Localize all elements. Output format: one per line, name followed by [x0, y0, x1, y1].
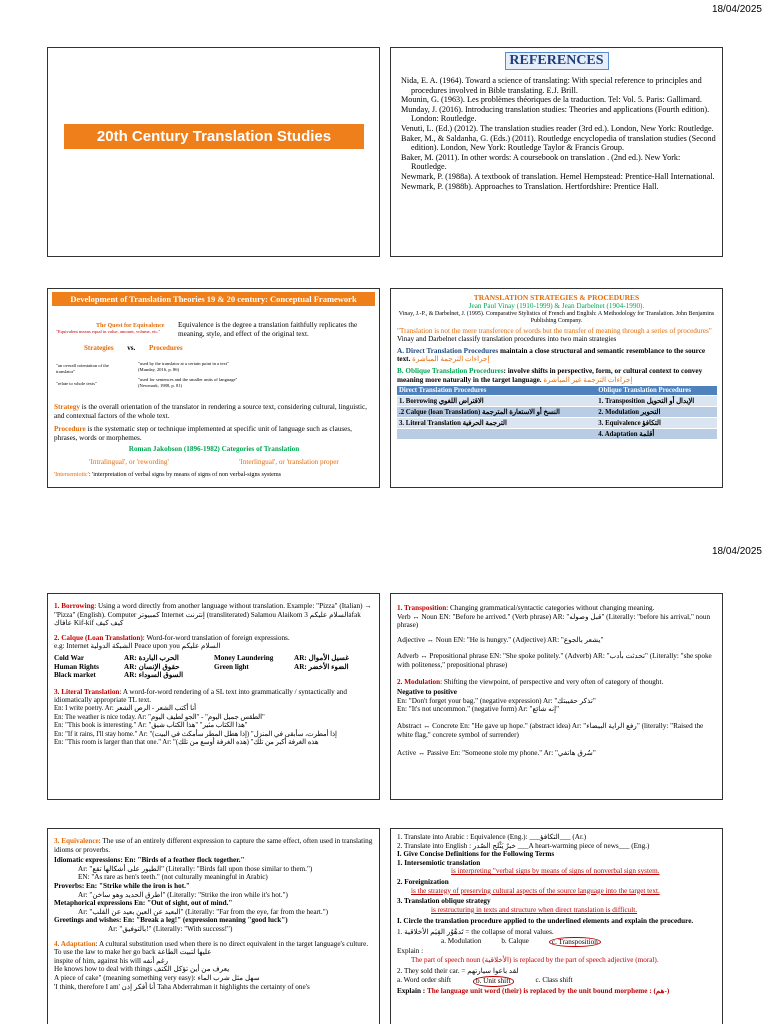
equivalence-text: : The use of an entirely different expression to capture the same effect, often used in translating idioms or proverbs. [54, 837, 373, 854]
table-cell [397, 429, 596, 440]
literal-label: 3. Literal Translation [54, 687, 120, 696]
borrowing-text: : Using a word directly from another language without translation. Example: "Pizza" (Italian) → "Pizza" (English). Computer كمبيوتر Internet إنترنت (transliterated) Salamou Alaikom السلام عليكم 3afak عافاك Kif-kif كيف كيف [54, 602, 372, 628]
reference-item: Newmark, P. (1988b). Approaches to Translation. Hertfordshire: Prentice Hall. [401, 181, 659, 191]
citation: Vinay, J.-P., & Darbelnet, J. (1995). Comparative Stylistics of French and English: A Methodology for Translation. John Benjamins Publishing Company. [398, 310, 715, 324]
equivalence-definition: Equivalence is the degree a translation faithfully replicates the meaning, style, and effect of the original text. [178, 321, 358, 338]
table-cell: 1. Borrowing الاقتراض اللغوي [397, 396, 596, 407]
definition-term: 3. Translation oblique strategy [397, 897, 491, 906]
direct-procedures-arabic: إجراءات الترجمة المباشرة [412, 355, 490, 364]
transposition-text: : Changing grammatical/syntactic categories without changing meaning. [446, 604, 655, 612]
definition-term: 2. Foreignization [397, 877, 449, 886]
slide-title [47, 47, 380, 257]
table-row [397, 407, 717, 418]
table-header-oblique: Oblique Translation Procedures [596, 386, 717, 396]
option-transposition-selected[interactable]: c. Transposition [549, 937, 601, 948]
transposition-example: Adverb ↔ Prepositional phrase EN: "She spoke politely." (Adverb) AR: "تحدثت بأدب" (Literally: "she spoke with politeness," prepositional phrase) [397, 652, 712, 669]
procedure-term: Procedure [54, 425, 86, 434]
intralingual-label: 'Intralingual', or 'rewording' [89, 457, 169, 466]
strategies-heading: TRANSLATION STRATEGIES & PROCEDURES [473, 293, 640, 302]
authors-line: Jean Paul Vinay (1910-1999) & Jean Darbelnet (1904-1990). [468, 302, 645, 310]
table-cell: 1. Transposition الإبدال أو التحويل [596, 396, 717, 407]
slide-exercise [390, 828, 723, 1024]
modulation-example: Active ↔ Passive En: "Someone stole my phone." Ar: "سُرق هاتفي" [397, 749, 596, 758]
slide-equivalence-adaptation [47, 828, 380, 1024]
literal-example: En: "If it rains, I'll stay home." Ar: "إذا أمطرت، سأبقى في المنزل" (إذا هطل المطر سأمكث في البيت) [54, 730, 337, 738]
procedure-definition: is the systematic step or technique implemented at specific unit of language such as clauses, phrases, words or morphemes. [54, 425, 352, 442]
calque-term: Money Laundering [214, 653, 274, 662]
table-cell: .2 Calque (loan Translation) النسخ أو الاستعارة المترجمة [397, 407, 596, 418]
table-cell: 4. Adaptation أقلمة [596, 429, 717, 440]
calque-term: Cold War [54, 653, 85, 662]
calque-term: Green light [214, 662, 249, 671]
procedures-label: Procedures [149, 344, 183, 352]
option-calque[interactable]: b. Calque [501, 936, 529, 945]
option-word-order-shift[interactable]: a. Word order shift [397, 975, 451, 984]
adaptation-example: To use the law to make her go back عليها لتبيت الطاعة [54, 948, 212, 957]
definition-answer: is restructuring in texts and structure when direct translation is difficult. [431, 905, 638, 914]
exercise-item: 1. تَدهْوُر القِيَم الأخلاقية = the collapse of moral values. [397, 927, 554, 936]
table-row [397, 396, 717, 407]
literal-example: En: "This book is interesting." Ar: "هذا الكتاب مثير" "هذا الكتاب شيق" [54, 722, 248, 730]
literal-example: En: "This room is larger than that one." Ar: "هذه الغرفة أكبر من تلك" (هذه الغرفة أوسع من تلك) [54, 739, 319, 747]
intersemiotic-term: 'Intersemiotic' [54, 470, 89, 478]
modulation-text: : Shifting the viewpoint, of perspective and very often of category of thought. [440, 677, 664, 686]
reference-item: Mounin, G. (1963). Les problèmes théoriques de la traduction. Tel: Vol. 5. Paris: Gallimard. [401, 95, 702, 105]
framework-heading: Development of Translation Theories 19 & 20 century: Conceptual Framework [52, 292, 375, 306]
slide-oblique-procedures [390, 593, 723, 800]
calque-arabic: AR: حقوق الإنسان [124, 662, 180, 671]
explain-answer: The language unit word (their) is replaced by the unit bound morpheme : (هم-) [426, 986, 670, 995]
oblique-procedures-label: B. Oblique Translation Procedures [397, 366, 504, 375]
reference-item: Munday, J. (2016). Introducing translation studies: Theories and applications (Fourth edition). London: Routledge. [401, 104, 710, 124]
exercise-question: 2. Translate into English : خبرٌ يَثْلج الصّدر ___A heart-warming piece of news___ (Eng.) [397, 841, 650, 850]
calque-arabic: AR: الحرب الباردة [124, 653, 179, 662]
oblique-procedures-arabic: إجراءات الترجمة غير المباشرة [543, 375, 633, 384]
references-heading: REFERENCES [505, 52, 609, 70]
table-cell: 2. Modulation التحوير [596, 407, 717, 418]
procedure-note-2: "used for sentences and the smaller units of language" (Newmark, 1988, p. 81) [138, 377, 238, 388]
date-middle: 18/04/2025 [711, 546, 762, 557]
table-row [397, 418, 717, 429]
calque-term: Human Rights [54, 662, 99, 671]
reference-item: Baker, M. (2011). In other words: A coursebook on translation . (2nd ed.). New York: Routledge. [401, 152, 681, 172]
slide-references [390, 47, 723, 257]
option-modulation[interactable]: a. Modulation [441, 936, 482, 945]
reference-item: Newmark, P. (1988a). A textbook of translation. Hemel Hempstead: Prentice-Hall International. [401, 171, 715, 181]
adaptation-example: He knows how to deal with things يعرف من أين تؤكل الكتف [54, 965, 230, 974]
table-header-direct: Direct Translation Procedures [397, 386, 596, 396]
strategy-term: Strategy [54, 403, 80, 411]
jakobson-heading: Roman Jakobson (1896-1982) Categories of Translation [128, 445, 300, 454]
equivalence-example: Ar: "الطيور على أشكالها تقع" (Literally: "Birds fall upon those similar to them.") [78, 864, 313, 873]
adaptation-example: inspite of him, against his will رغم أنفه [54, 956, 169, 965]
equivalence-example: Proverbs: En: "Strike while the iron is hot." [54, 881, 190, 890]
option-unit-shift-selected[interactable]: b. Unit shift [473, 976, 514, 987]
oblique-procedures-text: : involve shifts in perspective, form, or cultural context to convey meaning more naturally in the target language. [397, 366, 703, 384]
direct-procedures-label: A. Direct Translation Procedures [397, 346, 499, 355]
procedures-table [397, 386, 717, 439]
equivalence-example: Metaphorical expressions En: "Out of sight, out of mind." [54, 899, 233, 908]
negative-positive-label: Negative to positive [397, 688, 457, 697]
literal-example: En: I write poetry. Ar: أنا أكتب الشعر - الرص الشعر [54, 704, 196, 712]
explain-answer: The part of speech noun (الأخلاقية) is replaced by the part of speech adjective (moral). [411, 955, 659, 964]
interlingual-label: 'Interlingual', or 'translation proper [239, 457, 339, 466]
vs-label: vs. [127, 344, 136, 352]
exercise-item: 2. They sold their car. = لقد باعوا سيارتهم [397, 967, 519, 976]
equivalence-example: Greetings and wishes: En: "Break a leg!" (expression meaning "good luck") [54, 916, 288, 925]
calque-pair-row [54, 663, 373, 672]
strategy-note: "an overall orientation of the translator" [56, 363, 109, 374]
strategies-label: Strategies [84, 344, 114, 352]
transposition-label: 1. Transposition [397, 604, 447, 612]
calque-pair-row [54, 671, 373, 680]
definition-answer: is the strategy of preserving cultural aspects of the source language into the target text. [411, 886, 660, 895]
modulation-label: 2. Modulation [397, 677, 441, 686]
modulation-example: En: "Don't forget your bag." (negative expression) Ar: "تذكر حقيبتك" [397, 696, 596, 705]
procedure-note: "used by the translator at a certain point in a text" (Munday, 2016, p. 86) [138, 361, 230, 372]
calque-text: : Word-for-word translation of foreign expressions. [142, 633, 290, 642]
table-cell: 3. Literal Translation الترجمة الحرفية [397, 418, 596, 429]
quote-continuation: Vinay and Darbelnet classify translation procedures into two main strategies [397, 335, 617, 344]
adaptation-example: A piece of cake" (meaning something very easy): سهل مثل شرب الماء [54, 973, 260, 982]
equivalence-example: Ar: "بالتوفيق!" (Literally: "With success!") [108, 924, 233, 933]
transposition-example: Verb ↔ Noun EN: "Before he arrived." (Verb phrase) AR: "قبل وصوله" (Literally: "before his arrival," noun phrase) [397, 612, 711, 630]
option-class-shift[interactable]: c. Class shift [535, 975, 573, 984]
slide-conceptual-framework [47, 288, 380, 488]
direct-procedures-text: maintain a close structural and semantic resemblance to the source text. [397, 346, 706, 364]
slide-title-text: 20th Century Translation Studies [64, 124, 364, 149]
exercise-question: 1. Translate into Arabic : Equivalence (Eng.): ___التكافؤ___ (Ar.) [397, 833, 587, 841]
definition-term: 1. Intersemiotic translation [397, 858, 481, 867]
calque-arabic: AR: الضوء الأخضر [294, 662, 349, 671]
modulation-example: En: "It's not uncommon." (negative form) Ar: "إنه شائع" [397, 705, 560, 714]
strategy-note-2: "relate to whole texts" [56, 381, 97, 386]
explain-label: Explain : [397, 947, 424, 956]
exercise-section-heading: I. Give Concise Definitions for the Following Terms [397, 850, 555, 859]
strategy-definition: is the overall orientation of the translator in rendering a source text, considering cultural, linguistic, and contextual factors of the whole text. [54, 403, 367, 420]
equivalence-example: Ar: "البعيد عن العين بعيد عن القلب" (Literally: "Far from the eye, far from the heart.") [78, 907, 329, 916]
reference-item: Baker, M., & Saldanha, G. (Eds.) (2011). Routledge encyclopedia of translation studies (Second edition). London, New York: Routledge Taylor & Francis Group. [401, 133, 716, 153]
calque-example: e.g: Internet الشبكة الدولية Peace upon you السلام عليكم [54, 642, 221, 651]
calque-term: Black market [54, 671, 96, 680]
transposition-example: Adjective ↔ Noun EN: "He is hungry." (Adjective) AR: "يشعر بالجوع" [397, 635, 604, 644]
literal-text: : A word-for-word rendering of a SL text into grammatically / syntactically and idiomatically appropriate TL text. [54, 687, 347, 705]
equivalence-example: Idiomatic expressions: En: "Birds of a feather flock together." [54, 856, 245, 865]
quest-subtitle: "Equivalent means equal in value, amount, volume, etc." [56, 329, 161, 334]
slide-direct-procedures [47, 593, 380, 800]
table-cell: 3. Equivalence التكافؤ [596, 418, 717, 429]
intersemiotic-definition: : 'interpretation of verbal signs by means of signs of non verbal-signs systems [88, 470, 282, 478]
date-top: 18/04/2025 [711, 4, 762, 15]
explain-label: Explain : [397, 986, 426, 995]
calque-arabic: AR: السوق السوداء [124, 671, 184, 680]
reference-item: Nida, E. A. (1964). Toward a science of translating: With special reference to principles and procedures involved in Bible translating. E.J. Brill. [401, 76, 702, 95]
calque-arabic: AR: غسيل الأموال [294, 653, 350, 662]
quest-label: The Quest for Equivalence [96, 323, 165, 329]
adaptation-example: 'I think, therefore I am' أنا أفكر إذن Taha Abderrahman it highlights the certainty of one's [54, 982, 310, 991]
table-row [397, 429, 717, 440]
reference-item: Venuti, L. (Ed.) (2012). The translation studies reader (3rd ed.). London, New York: Routledge. [401, 123, 714, 133]
translation-quote: "Translation is not the mere transference of words but the transfer of meaning through a series of procedures" [397, 326, 712, 335]
equivalence-label: 3. Equivalence [54, 837, 99, 845]
modulation-example: Abstract ↔ Concrete En: "He gave up hope." (abstract idea) Ar: "رفع الراية البيضاء" (literally: "Raised the white flag," concrete symbol of surrender) [397, 721, 704, 739]
slide-strategies-procedures [390, 288, 723, 488]
borrowing-label: 1. Borrowing [54, 602, 95, 610]
calque-pair-row [54, 654, 373, 663]
adaptation-text: : A cultural substitution used when there is no direct equivalent in the target language's culture. [95, 939, 369, 948]
definition-answer: is interpreting "verbal signs by means of signs of nonverbal sign system. [451, 867, 660, 876]
equivalence-example: Ar: "اطرق الحديد وهو ساخن" (Literally: "Strike the iron while it's hot.") [78, 890, 288, 899]
calque-label: 2. Calque (Loan Translation) [54, 633, 143, 642]
equivalence-example: EN: "As rare as hen's teeth." (not culturally meaningful in Arabic) [78, 873, 268, 882]
exercise-section-heading: I. Circle the translation procedure applied to the underlined elements and explain the procedure. [397, 917, 694, 926]
literal-example: En: The weather is nice today. Ar: "الطقس جميل اليوم" - "الجو لطيف اليوم" [54, 713, 265, 721]
adaptation-label: 4. Adaptation [54, 939, 96, 948]
